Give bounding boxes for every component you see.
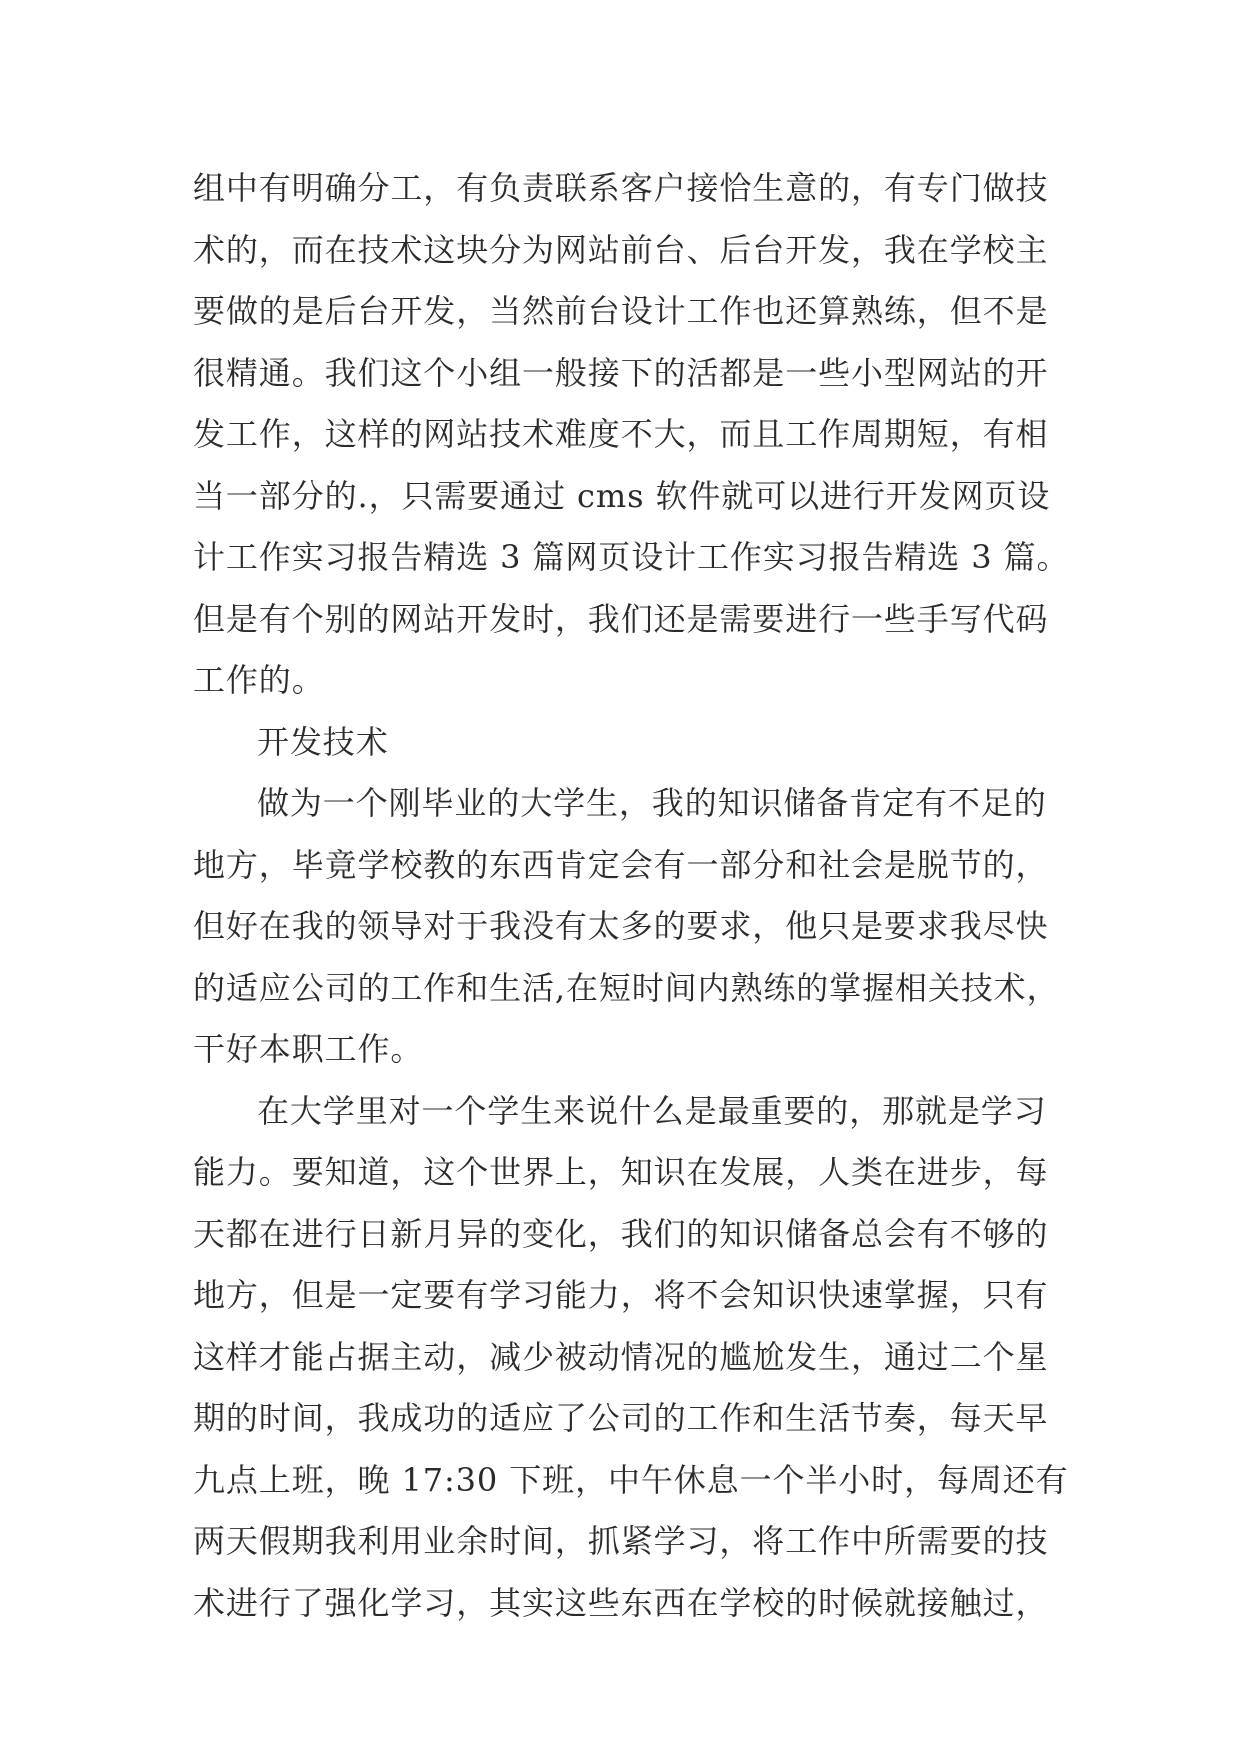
text-line: 两天假期我利用业余时间，抓紧学习，将工作中所需要的技 [193, 1522, 1049, 1560]
text-line: 很精通。我们这个小组一般接下的活都是一些小型网站的开 [193, 353, 1049, 392]
text-line: 在大学里对一个学生来说什么是最重要的，那就是学习 [257, 1091, 1047, 1130]
text-line: 术的，而在技术这块分为网站前台、后台开发，我在学校主 [193, 230, 1049, 269]
section-heading: 开发技术 [257, 722, 389, 761]
text-line: 地方，毕竟学校教的东西肯定会有一部分和社会是脱节的， [193, 845, 1049, 884]
text-line: 但好在我的领导对于我没有太多的要求，他只是要求我尽快 [193, 907, 1049, 945]
text-line: 计工作实习报告精选 3 篇网页设计工作实习报告精选 3 篇。 [193, 538, 1070, 576]
text-line: 但是有个别的网站开发时，我们还是需要进行一些手写代码 [193, 599, 1049, 638]
text-line: 能力。要知道，这个世界上，知识在发展，人类在进步，每 [193, 1153, 1049, 1191]
text-line: 工作的。 [193, 661, 325, 699]
document-body [193, 158, 1073, 1634]
text-line: 发工作，这样的网站技术难度不大，而且工作周期短，有相 [193, 415, 1049, 453]
text-line: 这样才能占据主动，减少被动情况的尴尬发生，通过二个星 [193, 1337, 1049, 1376]
text-line: 术进行了强化学习，其实这些东西在学校的时候就接触过， [193, 1583, 1049, 1622]
text-line: 地方，但是一定要有学习能力，将不会知识快速掌握，只有 [193, 1276, 1049, 1314]
text-line: 天都在进行日新月异的变化，我们的知识储备总会有不够的 [193, 1214, 1049, 1253]
text-line: 九点上班，晚 17:30 下班，中午休息一个半小时，每周还有 [193, 1460, 1069, 1499]
text-line: 当一部分的.，只需要通过 cms 软件就可以进行开发网页设 [193, 476, 1051, 515]
text-line: 要做的是后台开发，当然前台设计工作也还算熟练，但不是 [193, 292, 1049, 330]
text-line: 期的时间，我成功的适应了公司的工作和生活节奏，每天早 [193, 1399, 1049, 1437]
text-line: 干好本职工作。 [193, 1030, 424, 1068]
text-line: 组中有明确分工，有负责联系客户接恰生意的，有专门做技 [193, 169, 1049, 207]
text-line: 的适应公司的工作和生活,在短时间内熟练的掌握相关技术， [193, 968, 1060, 1007]
text-line: 做为一个刚毕业的大学生，我的知识储备肯定有不足的 [257, 784, 1047, 822]
